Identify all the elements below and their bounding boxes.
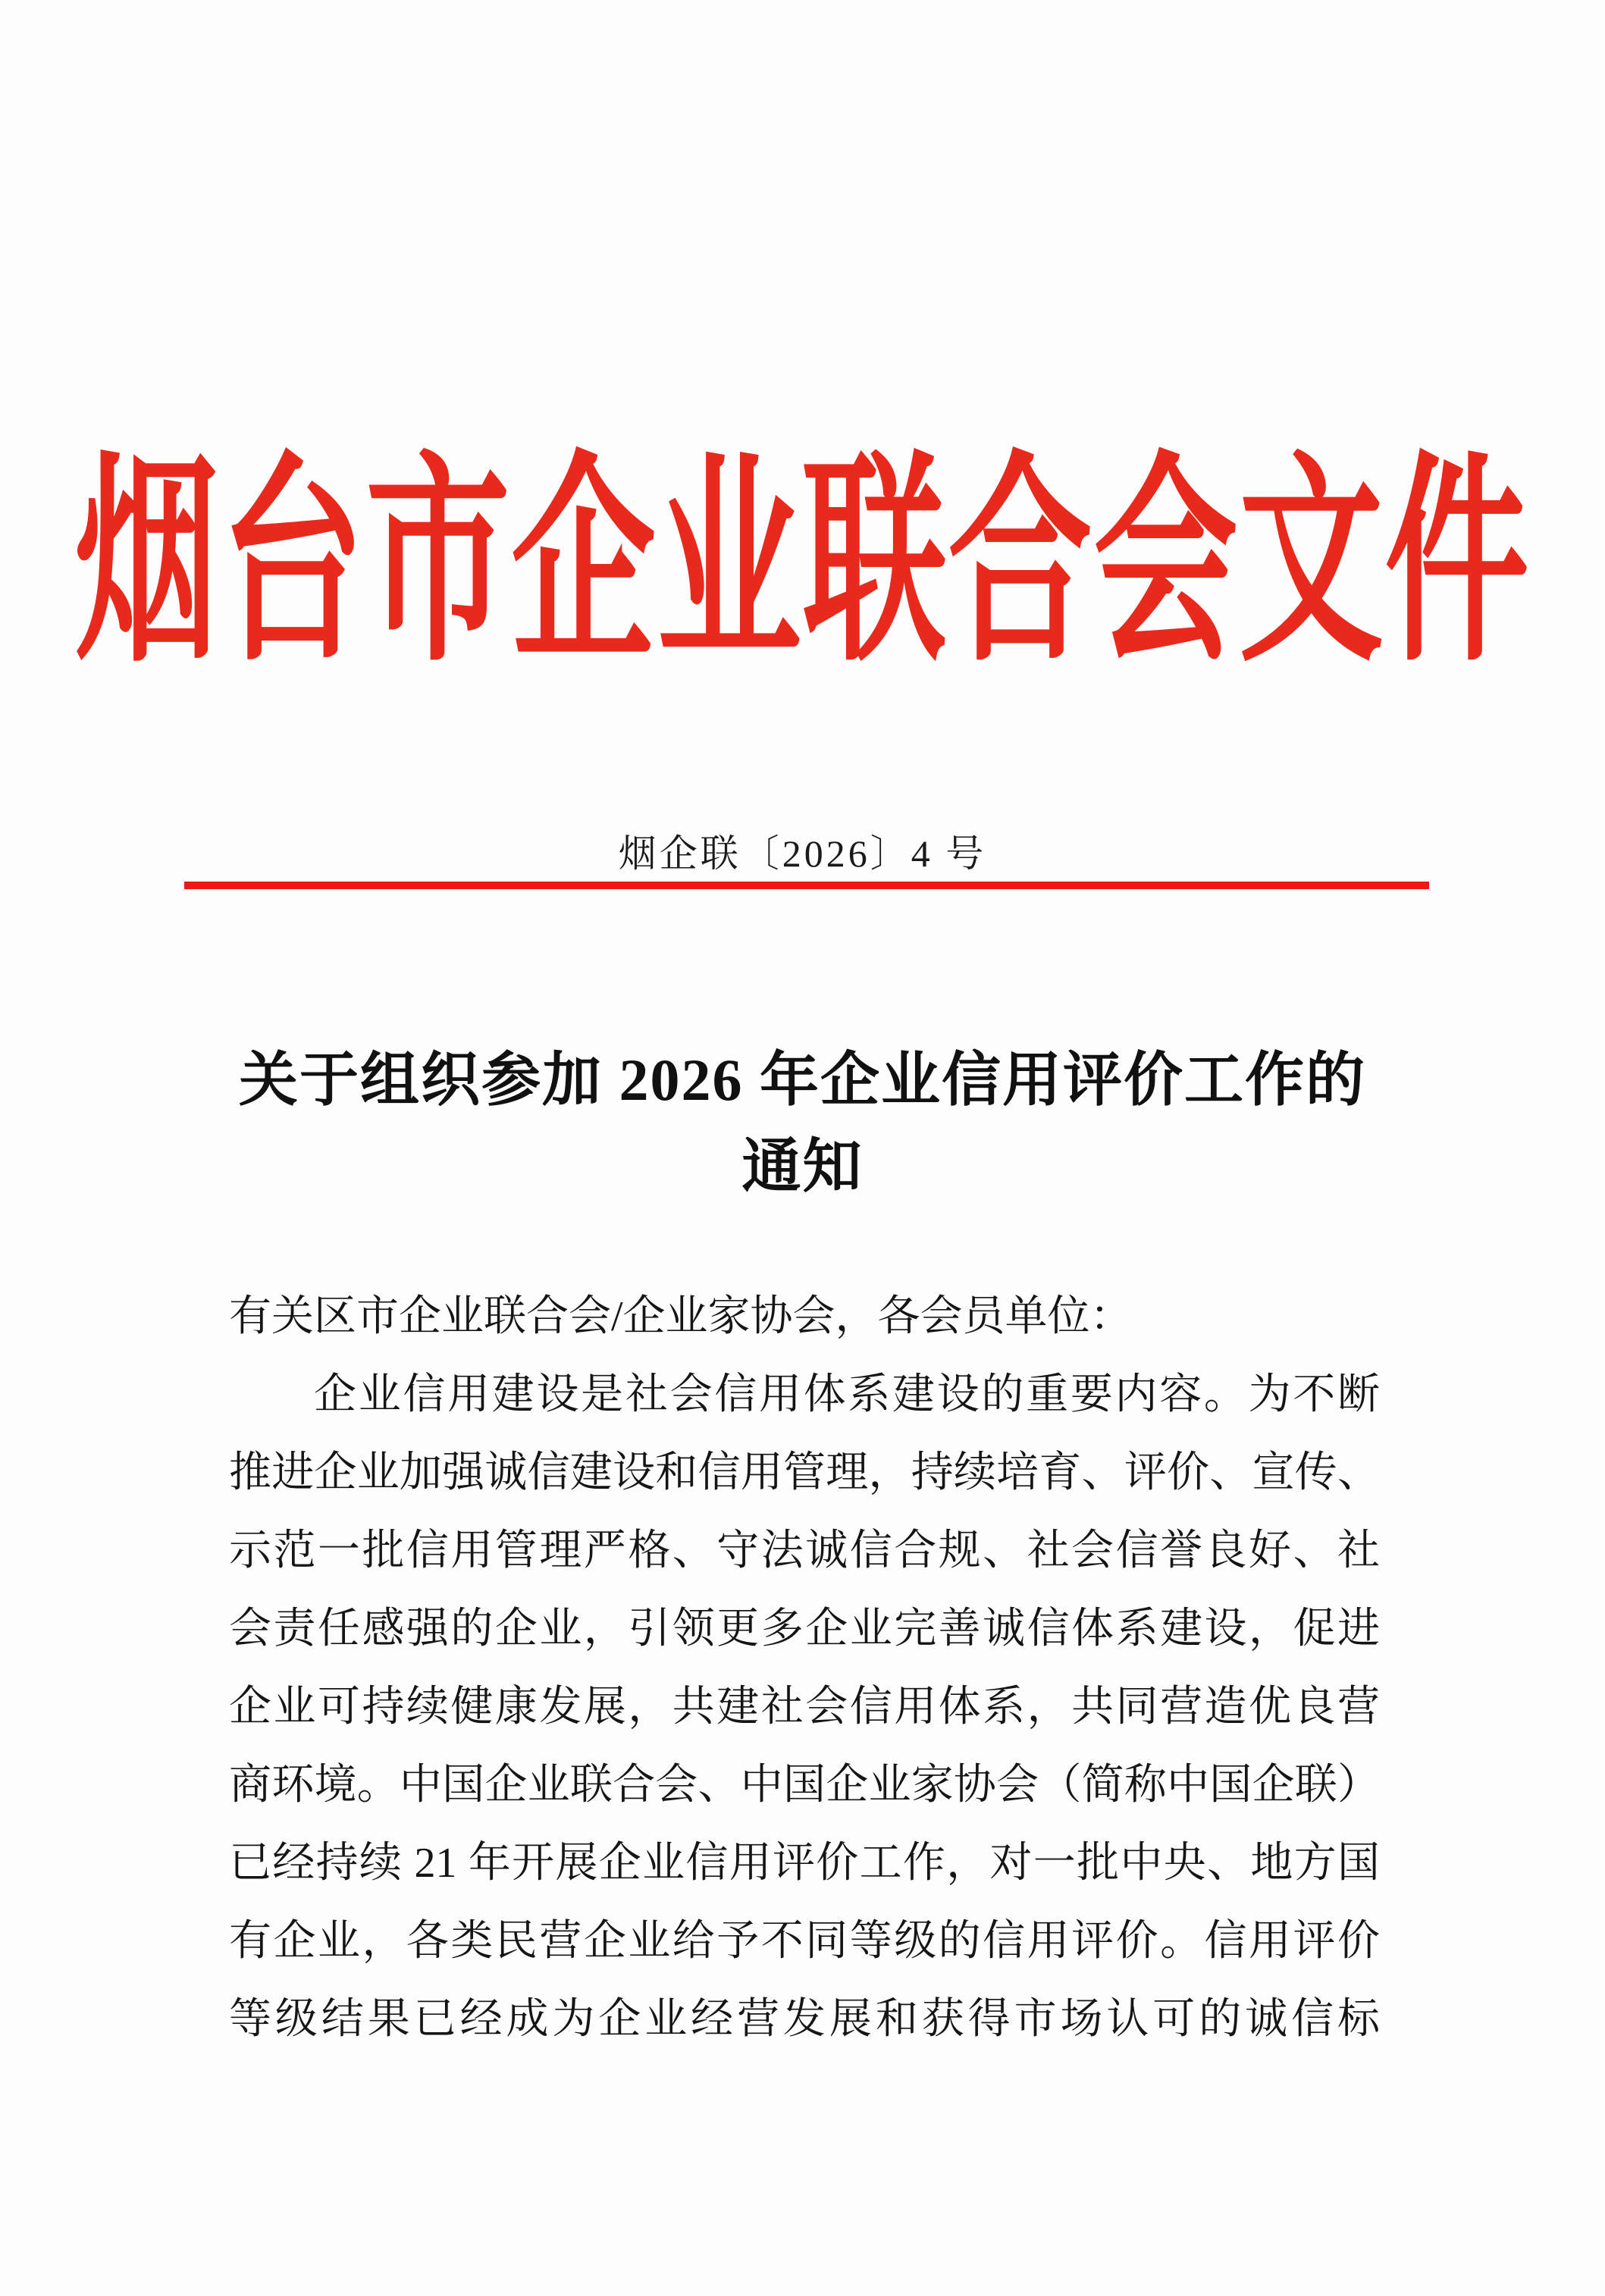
body-line: 企业信用建设是社会信用体系建设的重要内容。为不断 — [314, 1371, 1380, 1418]
salutation-line: 有关区市企业联合会/企业家协会，各会员单位： — [229, 1293, 1133, 1340]
body-line: 等级结果已经成为企业经营发展和获得市场认可的诚信标 — [229, 1996, 1380, 2043]
document-number: 烟企联〔2026〕4 号 — [618, 832, 987, 875]
body-line: 示范一批信用管理严格、守法诚信合规、社会信誉良好、社 — [229, 1527, 1380, 1574]
body-line: 商环境。中国企业联合会、中国企业家协会（简称中国企联） — [229, 1762, 1380, 1809]
document-title-line1: 关于组织参加 2026 年企业信用评价工作的 — [238, 1047, 1366, 1113]
document-body — [229, 1278, 1380, 2059]
body-line: 已经持续 21 年开展企业信用评价工作，对一批中央、地方国 — [229, 1840, 1380, 1887]
org-banner-text: 烟台市企业联合会文件 — [74, 441, 1531, 688]
document-banner — [0, 441, 1605, 688]
red-separator-line — [184, 882, 1429, 889]
body-line: 会责任感强的企业，引领更多企业完善诚信体系建设，促进 — [229, 1605, 1380, 1652]
document-title — [0, 1037, 1605, 1210]
body-line: 推进企业加强诚信建设和信用管理，持续培育、评价、宣传、 — [229, 1449, 1380, 1496]
body-line: 企业可持续健康发展，共建社会信用体系，共同营造优良营 — [229, 1684, 1380, 1731]
body-line: 有企业，各类民营企业给予不同等级的信用评价。信用评价 — [229, 1918, 1380, 1965]
document-title-line2: 通知 — [741, 1133, 864, 1199]
